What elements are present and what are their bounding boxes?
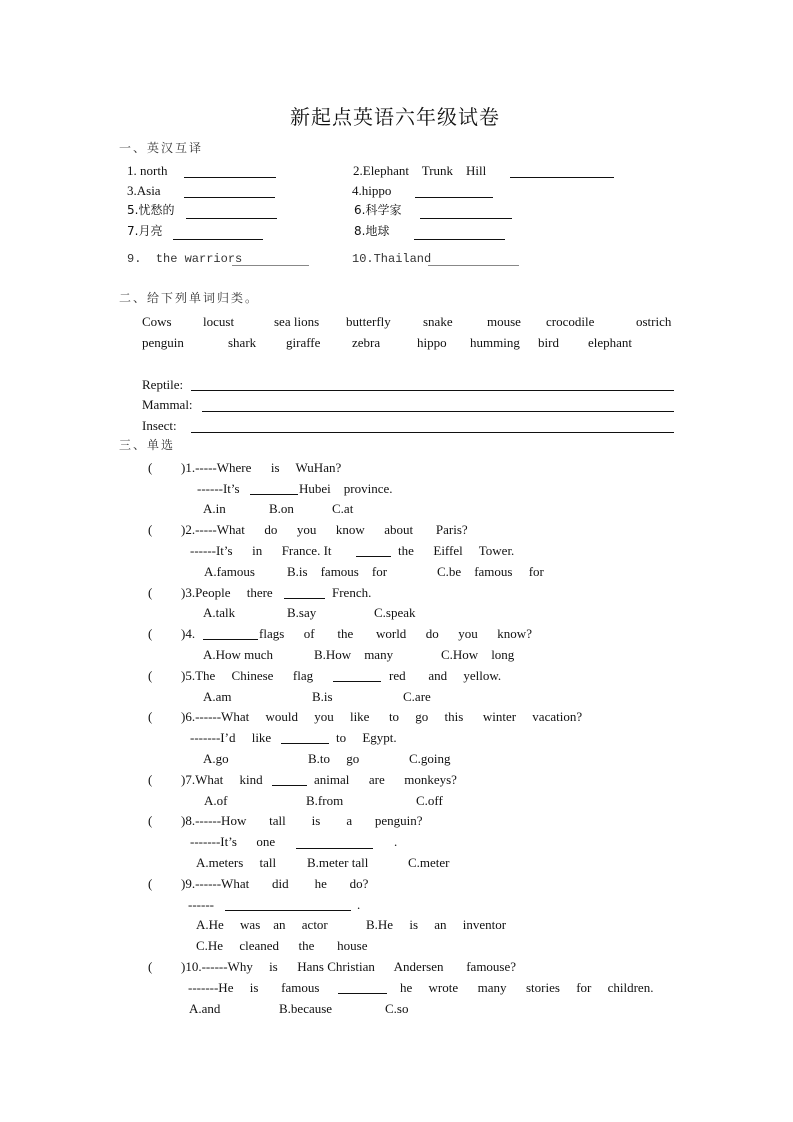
q8-answer-start: -------It’s one [190,834,276,849]
word-bird: bird [538,335,559,350]
q3-option-c: C.speak [374,605,416,620]
q1-answer-end: Hubei province. [299,481,393,496]
s1-item-5-label: 5.忧愁的 [127,203,175,217]
s1-item-8-blank[interactable] [414,239,505,240]
q4-blank[interactable] [203,639,258,640]
q9-answer-end: . [357,897,361,912]
q9-option-c: C.He cleaned the house [196,938,368,953]
s1-item-10-label: 10.Thailand [352,252,432,266]
word-zebra: zebra [352,335,381,350]
q4-answer-paren[interactable]: ( [148,626,153,641]
q7-option-c: C.off [416,793,443,808]
word-locust: locust [203,314,235,329]
s1-item-7-blank[interactable] [173,239,263,240]
q10-option-c: C.so [385,1001,409,1016]
q8-question: )8.------How tall is a penguin? [181,813,423,828]
q7-answer-paren[interactable]: ( [148,772,153,787]
q1-answer-paren[interactable]: ( [148,460,153,475]
q4-option-b: B.How many [314,647,394,662]
s1-item-3-label: 3.Asia [127,183,161,198]
category-reptile-label: Reptile: [142,377,184,392]
q9-question: )9.------What did he do? [181,876,369,891]
q9-option-a: A.He was an actor [196,917,328,932]
word-humming: humming [470,335,520,350]
s1-item-9-blank[interactable] [232,265,309,266]
category-insect-label: Insect: [142,418,177,433]
word-elephant: elephant [588,335,633,350]
s1-item-4-label: 4.hippo [352,183,392,198]
word-butterfly: butterfly [346,314,391,329]
q3-option-b: B.say [287,605,317,620]
q8-option-b: B.meter tall [307,855,369,870]
q7-answer-end: animal are monkeys? [314,772,457,787]
s1-item-3-blank[interactable] [184,197,275,198]
section-1-heading: 一、英汉互译 [119,141,204,155]
s1-item-9-label: 9. the warriors [127,252,243,266]
q9-option-b: B.He is an inventor [366,917,507,932]
q7-option-a: A.of [204,793,228,808]
word-snake: snake [423,314,453,329]
q6-option-b: B.to go [308,751,360,766]
q8-option-c: C.meter [408,855,450,870]
q8-answer-paren[interactable]: ( [148,813,153,828]
q3-answer-paren[interactable]: ( [148,585,153,600]
word-cows: Cows [142,314,172,329]
s1-item-8-label: 8.地球 [354,224,390,238]
s1-item-2-label: 2.Elephant Trunk Hill [353,163,487,178]
category-mammal-label: Mammal: [142,397,193,412]
word-giraffe: giraffe [286,335,321,350]
q3-question: )3.People there [181,585,273,600]
q2-answer-paren[interactable]: ( [148,522,153,537]
s1-item-2-blank[interactable] [510,177,614,178]
q1-option-b: B.on [269,501,294,516]
q7-option-b: B.from [306,793,344,808]
word-crocodile: crocodile [546,314,595,329]
q9-answer-start: ------ [188,897,214,912]
q5-answer-end: red and yellow. [389,668,502,683]
q5-blank[interactable] [333,681,381,682]
q6-answer-end: to Egypt. [336,730,397,745]
word-sea-lions: sea lions [274,314,320,329]
q4-question: )4. [181,626,196,641]
s1-item-1-blank[interactable] [184,177,276,178]
q10-question: )10.------Why is Hans Christian Andersen famouse? [181,959,517,974]
q3-answer-end: French. [332,585,372,600]
word-mouse: mouse [487,314,521,329]
q2-option-a: A.famous [204,564,255,579]
q10-answer-start: -------He is famous [188,980,320,995]
q2-blank[interactable] [356,556,391,557]
q5-option-b: B.is [312,689,333,704]
q1-question: )1.-----Where is WuHan? [181,460,342,475]
word-ostrich: ostrich [636,314,672,329]
q1-answer-start: ------It’s [197,481,240,496]
category-mammal-blank[interactable] [202,411,674,412]
q1-option-c: C.at [332,501,354,516]
q3-blank[interactable] [284,598,325,599]
section-2-heading: 二、给下列单词归类。 [119,291,260,305]
s1-item-4-blank[interactable] [415,197,493,198]
page-title: 新起点英语六年级试卷 [290,107,500,129]
q9-blank[interactable] [225,910,351,911]
word-hippo: hippo [417,335,447,350]
q10-blank[interactable] [338,993,387,994]
q9-answer-paren[interactable]: ( [148,876,153,891]
s1-item-6-blank[interactable] [420,218,512,219]
q4-answer-end: flags of the world do you know? [259,626,532,641]
q10-option-b: B.because [279,1001,333,1016]
q2-answer-start: ------It’s in France. It [190,543,332,558]
q5-option-a: A.am [203,689,232,704]
q7-blank[interactable] [272,785,307,786]
s1-item-7-label: 7.月亮 [127,224,163,238]
q1-option-a: A.in [203,501,226,516]
section-3-heading: 三、单选 [119,438,176,452]
q2-option-b: B.is famous for [287,564,388,579]
s1-item-10-blank[interactable] [428,265,519,266]
q6-answer-paren[interactable]: ( [148,709,153,724]
q8-blank[interactable] [296,848,373,849]
q6-option-c: C.going [409,751,451,766]
q5-option-c: C.are [403,689,431,704]
s1-item-6-label: 6.科学家 [354,203,402,217]
q8-option-a: A.meters tall [196,855,277,870]
q2-option-c: C.be famous for [437,564,544,579]
q4-option-a: A.How much [203,647,274,662]
q6-option-a: A.go [203,751,229,766]
q4-option-c: C.How long [441,647,515,662]
category-insect-blank[interactable] [191,432,674,433]
q5-question: )5.The Chinese flag [181,668,314,683]
category-reptile-blank[interactable] [191,390,674,391]
q3-option-a: A.talk [203,605,236,620]
q5-answer-paren[interactable]: ( [148,668,153,683]
q6-question: )6.------What would you like to go this winter vacation? [181,709,583,724]
word-shark: shark [228,335,257,350]
q10-answer-end: he wrote many stories for children. [400,980,654,995]
s1-item-1-label: 1. north [127,163,168,178]
q2-answer-end: the Eiffel Tower. [398,543,515,558]
q2-question: )2.-----What do you know about Paris? [181,522,468,537]
q10-answer-paren[interactable]: ( [148,959,153,974]
q6-blank[interactable] [281,743,329,744]
q7-question: )7.What kind [181,772,263,787]
q1-blank[interactable] [250,494,298,495]
s1-item-5-blank[interactable] [186,218,277,219]
word-penguin: penguin [142,335,184,350]
q8-answer-end: . [394,834,398,849]
q6-answer-start: -------I’d like [190,730,272,745]
q10-option-a: A.and [189,1001,221,1016]
